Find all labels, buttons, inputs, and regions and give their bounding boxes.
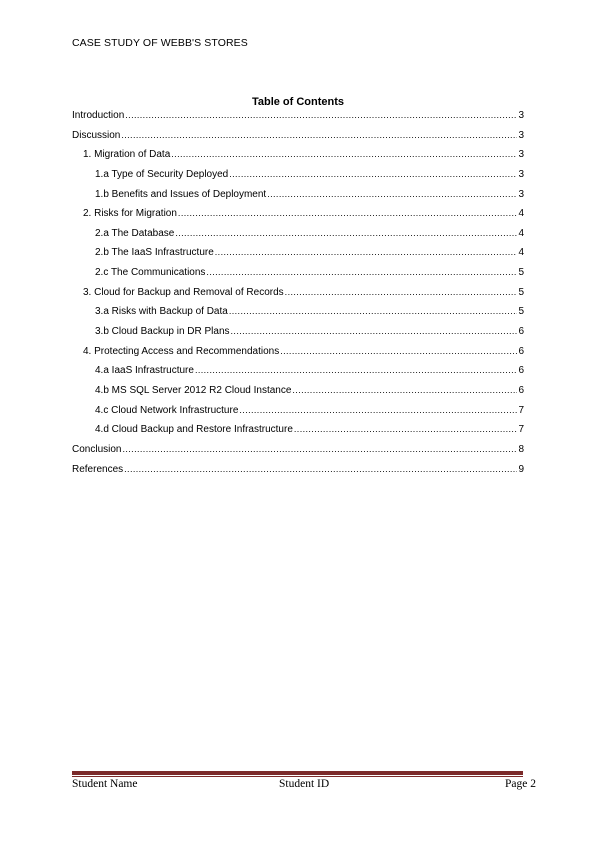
toc-entry-label: 3.b Cloud Backup in DR Plans (95, 326, 230, 338)
toc-entry-label: 1.a Type of Security Deployed (95, 168, 229, 180)
toc-entry-page: 4 (518, 208, 524, 220)
toc-entry-page: 6 (518, 326, 524, 338)
toc-entry-page: 6 (518, 384, 524, 396)
toc-entry[interactable] (72, 247, 524, 267)
table-of-contents (72, 110, 524, 483)
toc-entry[interactable] (72, 110, 524, 130)
toc-entry[interactable] (72, 464, 524, 484)
dot-leader (195, 365, 517, 375)
toc-entry-page: 9 (518, 463, 524, 475)
dot-leader (124, 464, 517, 474)
toc-entry-page: 5 (518, 306, 524, 318)
toc-entry-label: 4. Protecting Access and Recommendations (83, 345, 280, 357)
toc-entry[interactable] (72, 424, 524, 444)
toc-entry-page: 4 (518, 227, 524, 239)
toc-entry-label: 2.a The Database (95, 227, 175, 239)
toc-entry[interactable] (72, 365, 524, 385)
dot-leader (285, 287, 518, 297)
toc-entry[interactable] (72, 149, 524, 169)
toc-entry-label: Conclusion (72, 443, 122, 455)
toc-entry-label: 4.a IaaS Infrastructure (95, 365, 194, 377)
dot-leader (122, 444, 517, 454)
dot-leader (294, 424, 518, 434)
dot-leader (121, 130, 517, 140)
toc-entry[interactable] (72, 169, 524, 189)
toc-entry[interactable] (72, 444, 524, 464)
footer-rule-thin (72, 776, 523, 777)
dot-leader (171, 149, 517, 159)
dot-leader (178, 208, 518, 218)
toc-entry-page: 4 (518, 247, 524, 259)
toc-entry[interactable] (72, 208, 524, 228)
dot-leader (125, 110, 517, 120)
toc-entry-label: 3.a Risks with Backup of Data (95, 306, 228, 318)
toc-entry-label: 4.d Cloud Backup and Restore Infrastructure (95, 424, 293, 436)
dot-leader (239, 405, 517, 415)
toc-entry-page: 7 (518, 404, 524, 416)
dot-leader (231, 326, 518, 336)
running-header: CASE STUDY OF WEBB'S STORES (72, 37, 248, 49)
toc-entry[interactable] (72, 189, 524, 209)
toc-entry-page: 6 (518, 345, 524, 357)
toc-entry-page: 5 (518, 267, 524, 279)
toc-entry[interactable] (72, 405, 524, 425)
toc-entry-label: 3. Cloud for Backup and Removal of Records (83, 286, 284, 298)
dot-leader (206, 267, 517, 277)
toc-entry-label: Discussion (72, 129, 121, 141)
toc-entry-label: Introduction (72, 110, 125, 121)
toc-entry-label: 2.b The IaaS Infrastructure (95, 247, 214, 259)
toc-entry-page: 3 (518, 129, 524, 141)
toc-entry-page: 3 (518, 188, 524, 200)
toc-entry-label: 2.c The Communications (95, 267, 206, 279)
dot-leader (292, 385, 517, 395)
toc-entry-page: 3 (518, 110, 524, 121)
footer-student-id: Student ID (279, 778, 330, 790)
toc-entry-label: References (72, 463, 124, 475)
toc-entry[interactable] (72, 267, 524, 287)
toc-entry-page: 6 (518, 365, 524, 377)
toc-entry-page: 3 (518, 168, 524, 180)
toc-entry-page: 7 (518, 424, 524, 436)
dot-leader (215, 247, 518, 257)
toc-entry[interactable] (72, 346, 524, 366)
footer-student-name: Student Name (72, 778, 138, 790)
toc-entry-label: 1.b Benefits and Issues of Deployment (95, 188, 267, 200)
toc-entry-page: 3 (518, 149, 524, 161)
toc-title: Table of Contents (251, 96, 345, 108)
toc-entry[interactable] (72, 130, 524, 150)
dot-leader (280, 346, 517, 356)
toc-entry-label: 2. Risks for Migration (83, 208, 177, 220)
dot-leader (229, 169, 517, 179)
toc-entry[interactable] (72, 385, 524, 405)
footer-page-number: Page 2 (505, 778, 536, 790)
toc-entry-page: 5 (518, 286, 524, 298)
toc-entry-label: 1. Migration of Data (83, 149, 171, 161)
toc-entry[interactable] (72, 306, 524, 326)
footer-rule (72, 771, 523, 775)
toc-entry-label: 4.b MS SQL Server 2012 R2 Cloud Instance (95, 384, 292, 396)
dot-leader (267, 189, 517, 199)
toc-entry[interactable] (72, 287, 524, 307)
toc-entry-label: 4.c Cloud Network Infrastructure (95, 404, 239, 416)
dot-leader (229, 306, 518, 316)
toc-entry[interactable] (72, 326, 524, 346)
toc-entry[interactable] (72, 228, 524, 248)
dot-leader (175, 228, 517, 238)
toc-entry-page: 8 (518, 443, 524, 455)
